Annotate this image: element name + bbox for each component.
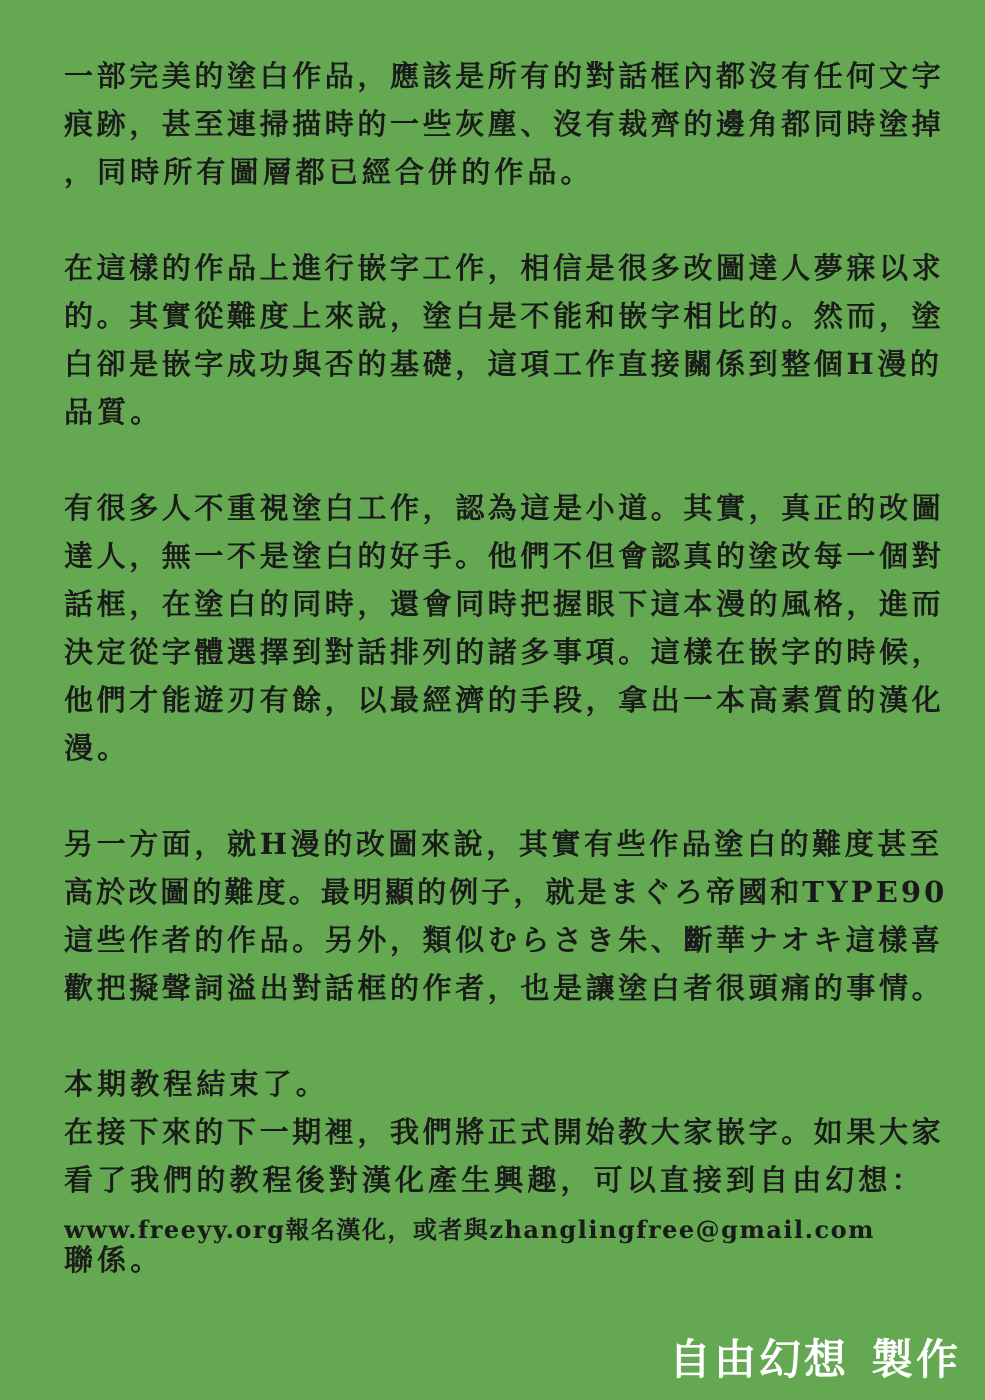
text-line: ，同時所有圖層都已經合併的作品。 [64,155,594,189]
text-line: 的。其實從難度上來說，塗白是不能和嵌字相比的。然而，塗 [64,299,945,333]
text-line: 高於改圖的難度。最明顯的例子，就是まぐろ帝國和TYPE90 [64,875,948,909]
text-line: 漫。 [64,731,131,765]
text-line: 達人，無一不是塗白的好手。他們不但會認真的塗改每一個對 [64,539,945,573]
credit-signature [669,1332,961,1388]
text-line: 這些作者的作品。另外，類似むらさき朱、斷華ナオキ這樣喜 [64,923,944,957]
text-line: 話框，在塗白的同時，還會同時把握眼下這本漫的風格，進而 [64,587,945,621]
text-line: 白卻是嵌字成功與否的基礎，這項工作直接關係到整個H漫的 [64,347,943,381]
text-line: 看了我們的教程後對漢化產生興趣，可以直接到自由幻想： [64,1163,925,1197]
text-line: 他們才能遊刃有餘，以最經濟的手段，拿出一本高素質的漢化 [64,683,945,717]
text-line: 歡把擬聲詞溢出對話框的作者，也是讓塗白者很頭痛的事情。 [64,971,945,1005]
text-line: 一部完美的塗白作品，應該是所有的對話框內都沒有任何文字 [64,59,945,93]
text-line: 痕跡，甚至連掃描時的一些灰塵、沒有裁齊的邊角都同時塗掉 [64,107,945,141]
text-line: 品質。 [64,395,164,429]
text-line-url: www.freeyy.org報名漢化，或者與zhanglingfree@gmail.com [64,1215,876,1244]
credit-group-name: 自由幻想 [668,1335,849,1384]
text-line: 有很多人不重視塗白工作，認為這是小道。其實，真正的改圖 [64,491,945,525]
text-line: 聯係。 [64,1243,164,1277]
text-line: 另一方面，就H漫的改圖來說，其實有些作品塗白的難度甚至 [64,827,943,861]
text-line: 決定從字體選擇到對話排列的諸多事項。這樣在嵌字的時候， [64,635,945,669]
text-line: 在接下來的下一期裡，我們將正式開始教大家嵌字。如果大家 [64,1115,945,1149]
text-line: 本期教程結束了。 [64,1067,329,1101]
text-line: 在這樣的作品上進行嵌字工作，相信是很多改圖達人夢寐以求 [64,251,945,285]
credit-label: 製作 [870,1335,961,1384]
